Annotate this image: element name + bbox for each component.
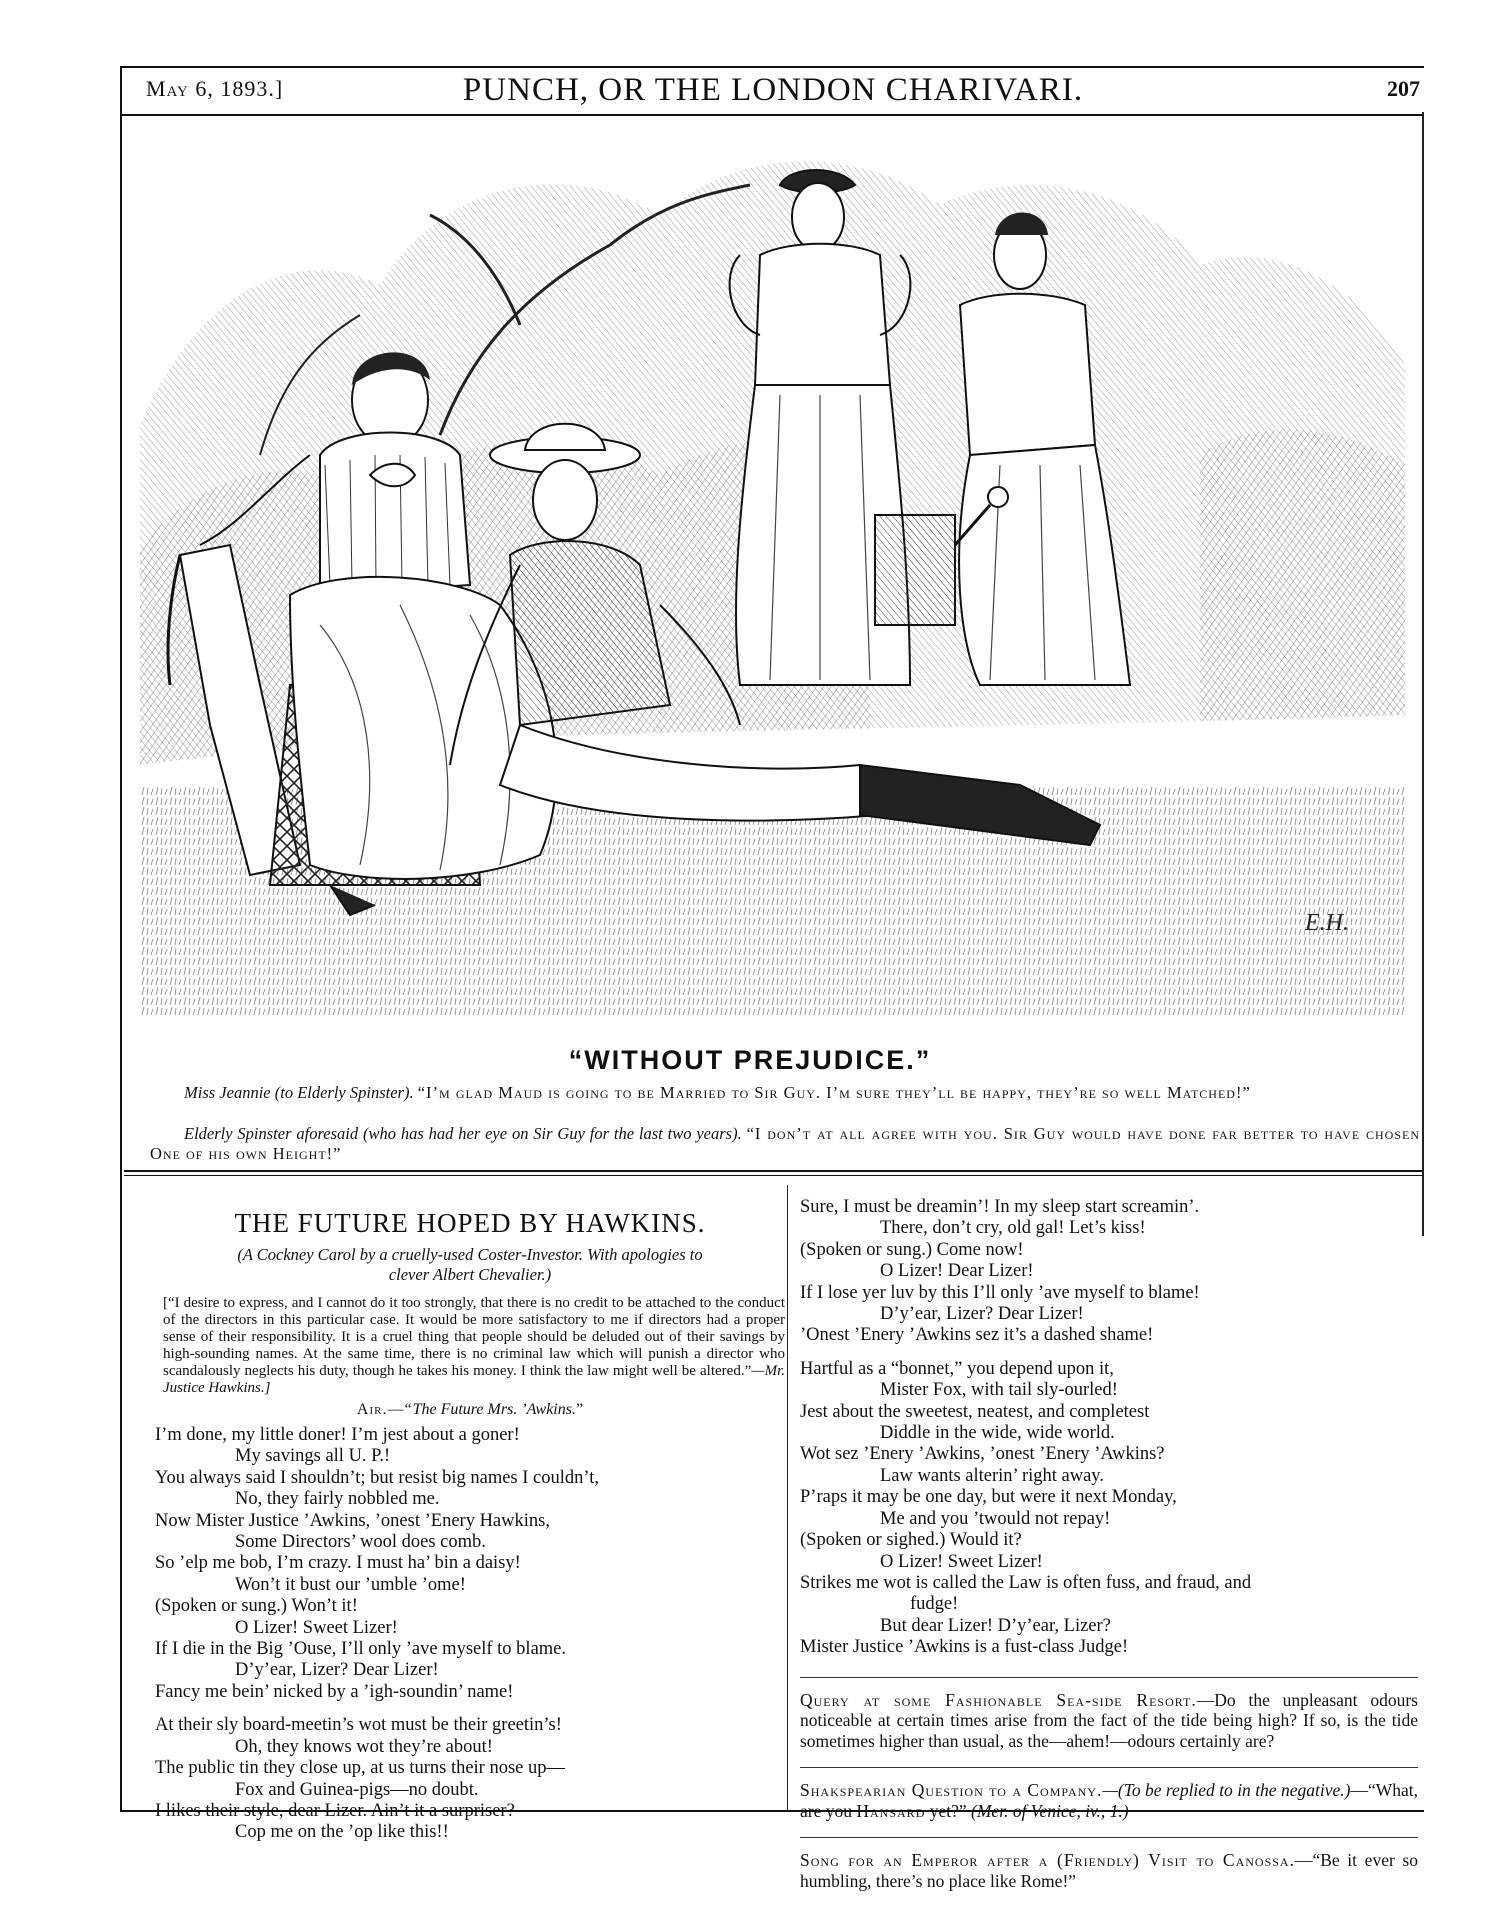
song-body: —“Be it ever so humbling, there’s no place like Rome!” — [800, 1850, 1418, 1891]
verse-line: Now Mister Justice ’Awkins, ’onest ’Enery Hawkins, — [155, 1510, 550, 1531]
header-date: May 6, 1893.] — [146, 76, 284, 101]
left-verse — [155, 1425, 785, 1844]
frame-left-rule — [120, 112, 122, 1812]
verse-line: You always said I shouldn’t; but resist big names I couldn’t, — [155, 1467, 599, 1488]
verse-line: Fox and Guinea-pigs—no doubt. — [235, 1779, 479, 1800]
verse-line: Strikes me wot is called the Law is often fuss, and fraud, and — [800, 1572, 1252, 1593]
song-paragraph — [800, 1850, 1418, 1891]
stanza-gap — [155, 1703, 785, 1715]
caption-speaker-2: Elderly Spinster aforesaid — [184, 1124, 359, 1143]
shaksperian-paragraph — [800, 1780, 1418, 1821]
shaksperian-q-name: Hansard — [856, 1800, 926, 1821]
verse-line: O Lizer! Sweet Lizer! — [880, 1551, 1043, 1572]
song-lead-a: Song for an Emperor after a ( — [800, 1850, 1064, 1871]
air-close: ” — [575, 1401, 584, 1418]
verse-line: So ’elp me bob, I’m crazy. I must ha’ bin a daisy! — [155, 1553, 521, 1574]
shaksperian-ref: (Mer. of Venice, iv., 1.) — [971, 1800, 1129, 1821]
verse-line: Diddle in the wide, wide world. — [880, 1423, 1115, 1444]
stanza-gap — [800, 1347, 1418, 1359]
section-rule-1 — [124, 1170, 1422, 1172]
quote-attribution: —Mr. Justice Hawkins.] — [163, 1363, 785, 1396]
caption-direction-1: (to Elderly Spinster). — [274, 1083, 414, 1102]
cartoon-caption-1 — [150, 1083, 1420, 1103]
verse-line: Cop me on the ’op like this!! — [235, 1822, 449, 1843]
verse-line: Law wants alterin’ right away. — [880, 1465, 1104, 1486]
air-label: Air.—“ — [356, 1401, 413, 1418]
rule-after-query — [800, 1767, 1418, 1768]
shaksperian-q-open: —“What, are you — [800, 1780, 1418, 1821]
verse-line: There, don’t cry, old gal! Let’s kiss! — [880, 1218, 1146, 1239]
quote-text: [“I desire to express, and I cannot do it too strongly, that there is no credit to be attached to the conduct of the directors in this particular case. It would be more satisfactory to me if directors had a proper sense of their responsibility. It is a cruel thing that people should be deluded out of their savings by high-sounding names. At the same time, there is no criminal law which will punish a director who scandalously neglects his duty, though he takes his money. I think the law might well be altered.” — [163, 1295, 785, 1379]
verse-line: D’y’ear, Lizer? Dear Lizer! — [235, 1660, 439, 1681]
right-column — [800, 1197, 1418, 1891]
query-body: —Do the unpleasant odours noticeable at certain times arise from the fact of the tide being high? If so, is the tide sometimes higher than usual, as the—ahem!—odours certainly are? — [800, 1689, 1418, 1751]
verse-line: Mister Fox, with tail sly-ourled! — [880, 1380, 1118, 1401]
header-page-number: 207 — [1387, 76, 1420, 101]
artist-signature: E.H. — [1305, 910, 1349, 936]
verse-line: But dear Lizer! D’y’ear, Lizer? — [880, 1615, 1111, 1636]
right-verse — [800, 1197, 1418, 1659]
section-rule-2 — [124, 1175, 1422, 1176]
verse-line: D’y’ear, Lizer? Dear Lizer! — [880, 1304, 1084, 1325]
verse-line: Hartful as a “bonnet,” you depend upon it, — [800, 1358, 1114, 1379]
verse-line: O Lizer! Dear Lizer! — [880, 1261, 1034, 1282]
verse-line: Some Directors’ wool does comb. — [235, 1532, 486, 1553]
shaksperian-q-close: yet?” — [925, 1800, 967, 1821]
verse-line: ’Onest ’Enery ’Awkins sez it’s a dashed shame! — [800, 1325, 1154, 1346]
shaksperian-note: —(To be replied to in the negative.) — [1102, 1780, 1351, 1801]
verse-line: Fancy me bein’ nicked by a ’igh-soundin’ name! — [155, 1681, 514, 1702]
article-subtitle-2: clever Albert Chevalier.) — [388, 1265, 552, 1284]
verse-line: O Lizer! Sweet Lizer! — [235, 1617, 398, 1638]
verse-line: (Spoken or sung.) Won’t it! — [155, 1596, 358, 1617]
header-title: PUNCH, OR THE LONDON CHARIVARI. — [462, 72, 1084, 108]
verse-line: At their sly board-meetin’s wot must be their greetin’s! — [155, 1715, 562, 1736]
verse-line: If I die in the Big ’Ouse, I’ll only ’ave myself to blame. — [155, 1639, 567, 1660]
rule-after-shaksperian — [800, 1837, 1418, 1838]
rule-after-verse — [800, 1677, 1418, 1678]
query-paragraph — [800, 1690, 1418, 1752]
caption-speech-1: “I’m glad Maud is going to be Married to Sir Guy. I’m sure they’ll be happy, they’re so well Matched!” — [417, 1083, 1251, 1102]
query-lead: Query at some Fashionable Sea-side Resort. — [800, 1689, 1197, 1710]
caption-speaker-1: Miss Jeannie — [184, 1083, 271, 1102]
verse-line: Sure, I must be dreamin’! In my sleep start screamin’. — [800, 1197, 1200, 1217]
verse-line: P’raps it may be one day, but were it next Monday, — [800, 1487, 1177, 1508]
air-title: The Future Mrs. ’Awkins. — [412, 1401, 576, 1418]
page-header — [120, 66, 1424, 116]
article-title: THE FUTURE HOPED BY HAWKINS. — [234, 1208, 706, 1238]
cartoon-illustration — [140, 125, 1405, 1045]
verse-line: My savings all U. P.! — [235, 1446, 391, 1467]
shaksperian-lead: Shakspearian Question to a Company. — [800, 1780, 1103, 1801]
article-subtitle-1: (A Cockney Carol by a cruelly-used Coster-Investor. With apologies to — [237, 1245, 703, 1264]
verse-line: fudge! — [910, 1594, 959, 1615]
verse-line: I likes their style, dear Lizer. Ain’t it a surpriser? — [155, 1800, 515, 1821]
verse-line: Jest about the sweetest, neatest, and completest — [800, 1401, 1150, 1422]
verse-line: Oh, they knows wot they’re about! — [235, 1736, 493, 1757]
caption-speech-2: “I don’t at all agree with you. Sir Guy would have done far better to have chosen One of his own Height!” — [150, 1124, 1421, 1163]
verse-line: The public tin they close up, at us turns their nose up— — [155, 1758, 566, 1779]
song-lead-c: ) Visit to Canossa. — [1133, 1850, 1295, 1871]
verse-line: Me and you ’twould not repay! — [880, 1508, 1111, 1529]
left-column — [155, 1208, 785, 1844]
verse-line: (Spoken or sung.) Come now! — [800, 1239, 1024, 1260]
verse-line: No, they fairly nobbled me. — [235, 1489, 440, 1510]
cartoon-title: “WITHOUT PREJUDICE.” — [568, 1045, 932, 1075]
verse-line: If I lose yer luv by this I’ll only ’ave myself to blame! — [800, 1282, 1200, 1303]
verse-line: (Spoken or sighed.) Would it? — [800, 1530, 1022, 1551]
verse-line: Mister Justice ’Awkins is a fust-class Judge! — [800, 1637, 1129, 1658]
song-lead-b: Friendly — [1063, 1850, 1134, 1871]
verse-line: Wot sez ’Enery ’Awkins, ’onest ’Enery ’Awkins? — [800, 1444, 1165, 1465]
cartoon-caption-2 — [150, 1124, 1420, 1164]
verse-line: I’m done, my little doner! I’m jest about a goner! — [155, 1425, 520, 1445]
caption-direction-2: (who has had her eye on Sir Guy for the last two years). — [362, 1124, 742, 1143]
article-quote — [163, 1295, 785, 1397]
verse-line: Won’t it bust our ’umble ’ome! — [235, 1574, 466, 1595]
air-line — [155, 1401, 785, 1419]
column-rule — [787, 1185, 788, 1810]
